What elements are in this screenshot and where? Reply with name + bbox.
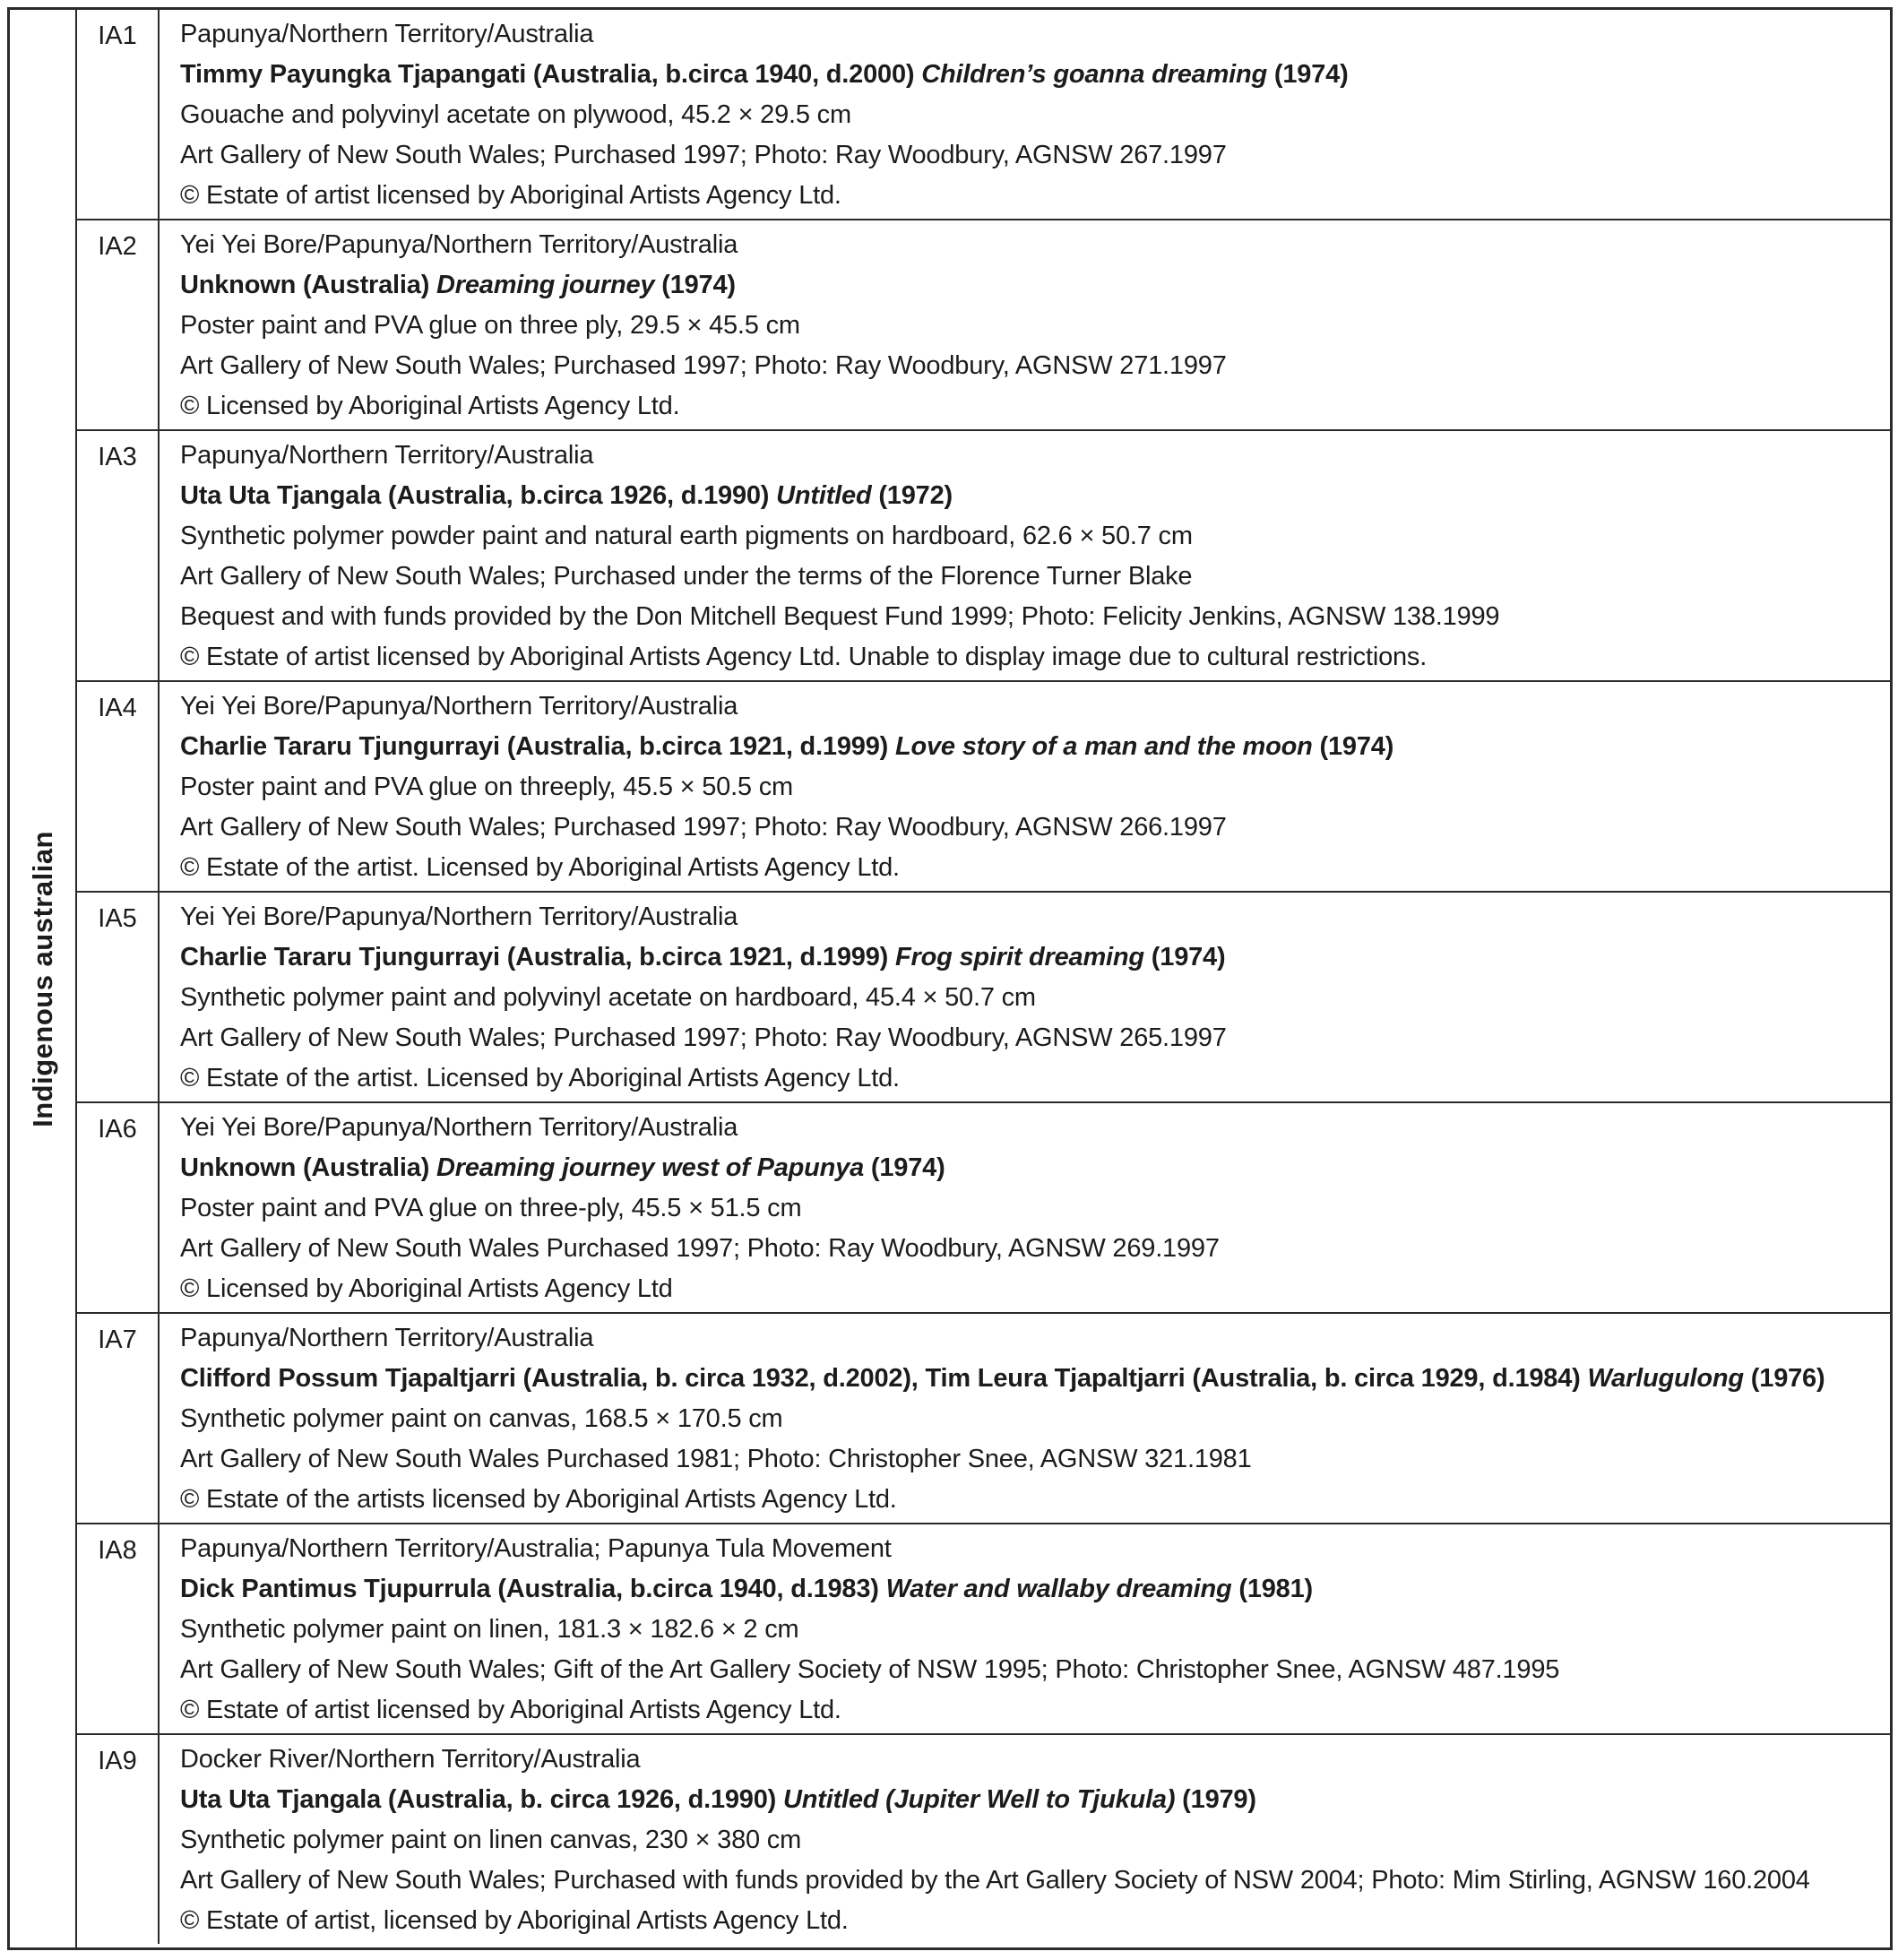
artwork-title: Love story of a man and the moon — [894, 732, 1313, 761]
artwork-year: (1981) — [1231, 1575, 1313, 1603]
row-code-cell — [77, 10, 160, 219]
detail-line: Synthetic polymer paint and polyvinyl acetate on hardboard, 45.4 × 50.7 cm — [180, 983, 1036, 1012]
table-row — [77, 1735, 1890, 1944]
artwork-title: Untitled (Jupiter Well to Tjukula) — [782, 1785, 1176, 1814]
category-cell — [10, 10, 77, 1947]
detail-line: Poster paint and PVA glue on three ply, 29.5 × 45.5 cm — [180, 311, 800, 340]
location-line: Yei Yei Bore/Papunya/Northern Territory/Australia — [180, 692, 738, 721]
artist-title-line — [180, 1569, 1877, 1610]
artist-name: Clifford Possum Tjapaltjarri (Australia, b. circa 1932, d.2002), Tim Leura Tjapaltjarri (Australia, b. circa 1929, d.1984) — [180, 1364, 1588, 1393]
location-line: Papunya/Northern Territory/Australia — [180, 20, 594, 48]
row-details — [160, 431, 1890, 680]
artist-name: Unknown (Australia) — [180, 271, 437, 299]
artwork-title: Untitled — [776, 481, 872, 510]
row-code: IA5 — [98, 904, 137, 933]
row-code: IA4 — [98, 694, 137, 722]
detail-line: Art Gallery of New South Wales; Purchased 1997; Photo: Ray Woodbury, AGNSW 267.1997 — [180, 141, 1227, 169]
detail-line: Art Gallery of New South Wales; Purchased with funds provided by the Art Gallery Society of NSW 2004; Photo: Mim Stirling, AGNSW 160.2004 — [180, 1866, 1810, 1895]
location-line: Docker River/Northern Territory/Australia — [180, 1745, 641, 1774]
location-line: Papunya/Northern Territory/Australia — [180, 441, 594, 470]
artist-name: Unknown (Australia) — [180, 1153, 437, 1182]
row-details — [160, 1103, 1890, 1312]
row-details — [160, 1314, 1890, 1523]
table-row — [77, 1103, 1890, 1314]
detail-line: Art Gallery of New South Wales Purchased 1981; Photo: Christopher Snee, AGNSW 321.1981 — [180, 1445, 1252, 1473]
artwork-year: (1972) — [871, 481, 953, 510]
row-code: IA7 — [98, 1325, 137, 1354]
detail-line: Art Gallery of New South Wales; Purchased 1997; Photo: Ray Woodbury, AGNSW 265.1997 — [180, 1023, 1227, 1052]
detail-line: Synthetic polymer paint on linen canvas, 230 × 380 cm — [180, 1826, 802, 1854]
artist-name: Timmy Payungka Tjapangati (Australia, b.circa 1940, d.2000) — [180, 60, 922, 89]
artist-title-line — [180, 727, 1877, 767]
detail-line: Poster paint and PVA glue on threeply, 45.5 × 50.5 cm — [180, 773, 793, 801]
detail-line: Poster paint and PVA glue on three-ply, 45.5 × 51.5 cm — [180, 1194, 802, 1222]
row-details — [160, 1735, 1890, 1944]
artist-title-line — [180, 55, 1877, 95]
row-code: IA8 — [98, 1536, 137, 1565]
detail-line: © Estate of the artists licensed by Aboriginal Artists Agency Ltd. — [180, 1485, 897, 1514]
location-line: Yei Yei Bore/Papunya/Northern Territory/Australia — [180, 230, 738, 259]
detail-line: Synthetic polymer paint on linen, 181.3 × 182.6 × 2 cm — [180, 1615, 799, 1644]
detail-line: © Licensed by Aboriginal Artists Agency Ltd — [180, 1274, 673, 1303]
row-code: IA9 — [98, 1747, 137, 1775]
table-row — [77, 682, 1890, 893]
detail-line: © Licensed by Aboriginal Artists Agency Ltd. — [180, 392, 680, 420]
artwork-year: (1974) — [654, 271, 736, 299]
row-code-cell — [77, 1524, 160, 1733]
row-code: IA3 — [98, 443, 137, 471]
artist-title-line — [180, 1359, 1877, 1399]
table-rows — [77, 10, 1890, 1947]
artwork-year: (1974) — [1267, 60, 1349, 89]
artwork-year: (1979) — [1175, 1785, 1256, 1814]
detail-line: Art Gallery of New South Wales; Purchased 1997; Photo: Ray Woodbury, AGNSW 271.1997 — [180, 351, 1227, 380]
row-code-cell — [77, 1314, 160, 1523]
row-code-cell — [77, 682, 160, 891]
row-code-cell — [77, 220, 160, 429]
row-code: IA1 — [98, 22, 137, 50]
artist-name: Charlie Tararu Tjungurrayi (Australia, b.circa 1921, d.1999) — [180, 943, 895, 971]
table-row — [77, 893, 1890, 1103]
artwork-title: Dreaming journey — [436, 271, 655, 299]
detail-line: Art Gallery of New South Wales; Purchased 1997; Photo: Ray Woodbury, AGNSW 266.1997 — [180, 813, 1227, 842]
detail-line: Art Gallery of New South Wales; Purchased under the terms of the Florence Turner Blake — [180, 562, 1193, 591]
detail-line: © Estate of artist licensed by Aboriginal Artists Agency Ltd. Unable to display image due to cultural restrictions. — [180, 643, 1428, 671]
artwork-credits-table — [7, 7, 1893, 1950]
artist-title-line — [180, 1780, 1877, 1820]
artwork-title: Frog spirit dreaming — [894, 943, 1144, 971]
table-row — [77, 1524, 1890, 1735]
location-line: Yei Yei Bore/Papunya/Northern Territory/Australia — [180, 902, 738, 931]
location-line: Papunya/Northern Territory/Australia; Papunya Tula Movement — [180, 1534, 892, 1563]
artist-name: Dick Pantimus Tjupurrula (Australia, b.circa 1940, d.1983) — [180, 1575, 886, 1603]
row-details — [160, 220, 1890, 429]
artwork-title: Water and wallaby dreaming — [885, 1575, 1232, 1603]
artwork-year: (1974) — [864, 1153, 945, 1182]
detail-line: © Estate of artist, licensed by Aboriginal Artists Agency Ltd. — [180, 1906, 849, 1935]
row-code-cell — [77, 1735, 160, 1944]
detail-line: Art Gallery of New South Wales; Gift of the Art Gallery Society of NSW 1995; Photo: Christopher Snee, AGNSW 487.1995 — [180, 1655, 1560, 1684]
detail-line: © Estate of the artist. Licensed by Aboriginal Artists Agency Ltd. — [180, 1064, 900, 1092]
detail-line: Synthetic polymer paint on canvas, 168.5 × 170.5 cm — [180, 1404, 783, 1433]
detail-line: © Estate of artist licensed by Aboriginal Artists Agency Ltd. — [180, 1696, 841, 1724]
row-details — [160, 893, 1890, 1101]
artist-name: Uta Uta Tjangala (Australia, b. circa 1926, d.1990) — [180, 1785, 783, 1814]
table-row — [77, 431, 1890, 682]
row-details — [160, 10, 1890, 219]
artwork-title: Warlugulong — [1587, 1364, 1744, 1393]
row-details — [160, 682, 1890, 891]
detail-line: Synthetic polymer powder paint and natural earth pigments on hardboard, 62.6 × 50.7 cm — [180, 522, 1193, 550]
artwork-title: Dreaming journey west of Papunya — [436, 1153, 865, 1182]
location-line: Papunya/Northern Territory/Australia — [180, 1324, 594, 1352]
artist-name: Charlie Tararu Tjungurrayi (Australia, b.circa 1921, d.1999) — [180, 732, 895, 761]
artist-title-line — [180, 1148, 1877, 1188]
artist-name: Uta Uta Tjangala (Australia, b.circa 1926, d.1990) — [180, 481, 777, 510]
detail-line: © Estate of the artist. Licensed by Aboriginal Artists Agency Ltd. — [180, 853, 900, 882]
category-label: Indigenous australian — [26, 830, 58, 1127]
artist-title-line — [180, 937, 1877, 978]
table-row — [77, 220, 1890, 431]
row-code: IA2 — [98, 232, 137, 261]
row-code: IA6 — [98, 1115, 137, 1144]
location-line: Yei Yei Bore/Papunya/Northern Territory/Australia — [180, 1113, 738, 1142]
artwork-year: (1974) — [1312, 732, 1394, 761]
table-row — [77, 1314, 1890, 1524]
artwork-title: Children’s goanna dreaming — [921, 60, 1268, 89]
artwork-year: (1974) — [1143, 943, 1226, 971]
detail-line: © Estate of artist licensed by Aboriginal Artists Agency Ltd. — [180, 181, 841, 210]
detail-line: Gouache and polyvinyl acetate on plywood, 45.2 × 29.5 cm — [180, 100, 851, 129]
artist-title-line — [180, 265, 1877, 306]
row-code-cell — [77, 1103, 160, 1312]
artwork-year: (1976) — [1743, 1364, 1825, 1393]
detail-line: Art Gallery of New South Wales Purchased 1997; Photo: Ray Woodbury, AGNSW 269.1997 — [180, 1234, 1220, 1263]
row-code-cell — [77, 893, 160, 1101]
row-details — [160, 1524, 1890, 1733]
detail-line: Bequest and with funds provided by the Don Mitchell Bequest Fund 1999; Photo: Felicity Jenkins, AGNSW 138.1999 — [180, 602, 1500, 631]
row-code-cell — [77, 431, 160, 680]
table-row — [77, 10, 1890, 220]
artist-title-line — [180, 476, 1877, 516]
